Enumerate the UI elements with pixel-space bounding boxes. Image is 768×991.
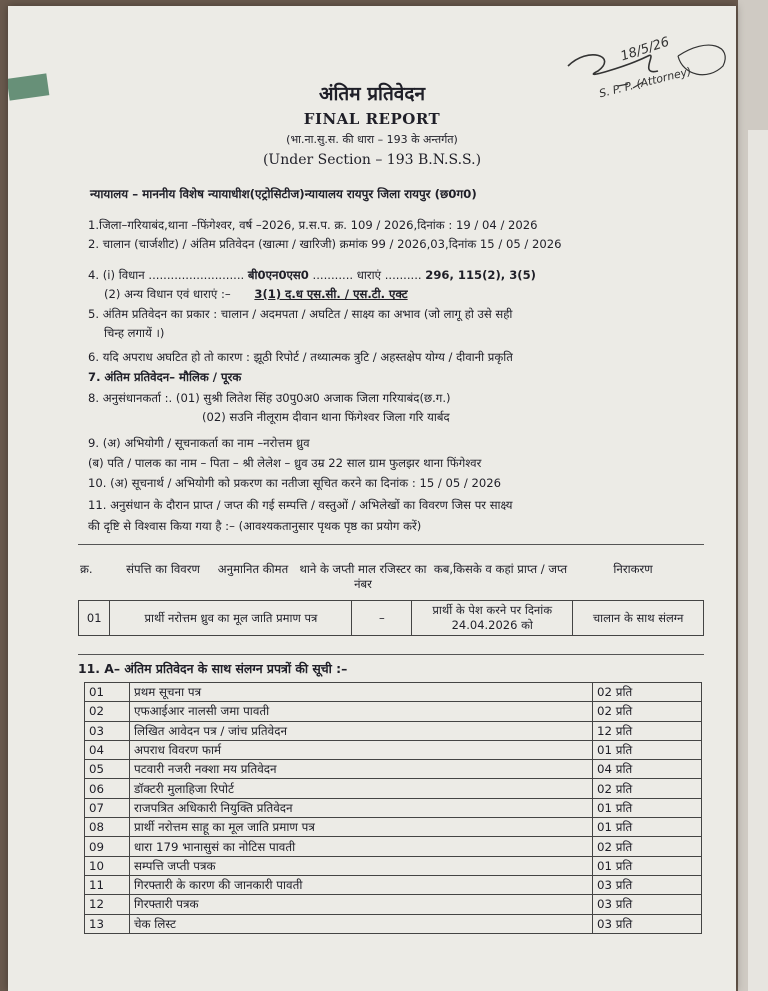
doc-number: 05 bbox=[85, 760, 130, 779]
line-6: 6. यदि अपराध अघटित हो तो कारण : झूठी रिपोर्ट / तथ्यात्मक त्रुटि / अहस्तक्षेप योग्य / दीवानी प्रकृति bbox=[88, 350, 513, 364]
line-8b: (02) सउनि नीलूराम दीवान थाना फिंगेश्वर जिला गरि यार्बद bbox=[202, 410, 450, 424]
court-line: न्यायालय – माननीय विशेष न्यायाधीश(एट्रोसिटीज)न्यायालय रायपुर जिला रायपुर (छ0ग0) bbox=[90, 187, 477, 201]
doc-quantity: 02 प्रति bbox=[593, 837, 702, 856]
line-4a-label: 4. (i) विधान .......................... bbox=[88, 268, 245, 282]
line-2: 2. चालान (चार्जशीट) / अंतिम प्रतिवेदन (खात्मा / खारिजी) क्रमांक 99 / 2026,03,दिनांक 15 / 05 / 2026 bbox=[88, 237, 562, 251]
doc-name: धारा 179 भानासुसं का नोटिस पावती bbox=[130, 837, 593, 856]
table-row bbox=[85, 875, 702, 894]
doc-name: चेक लिस्ट bbox=[130, 914, 593, 933]
prop-header-value: अनुमानित कीमत bbox=[217, 562, 289, 576]
table-row bbox=[85, 740, 702, 759]
doc-name: डॉक्टरी मुलाहिजा रिपोर्ट bbox=[130, 779, 593, 798]
doc-quantity: 03 प्रति bbox=[593, 914, 702, 933]
line-4a bbox=[88, 268, 536, 283]
line-9b: (ब) पति / पालक का नाम – पिता – श्री लेलेश – ध्रुव उम्र 22 साल ग्राम फुलझर थाना फिंगेश्वर bbox=[88, 456, 482, 470]
signature-sub: S. P. P. (Attorney) bbox=[597, 64, 693, 101]
doc-number: 09 bbox=[85, 837, 130, 856]
line-11b: की दृष्टि से विश्वास किया गया है :– (आवश्यकतानुसार पृथक पृष्ठ का प्रयोग करें) bbox=[88, 519, 422, 533]
attachments-heading: 11. A– अंतिम प्रतिवेदन के साथ संलग्न प्रपत्रों की सूची :– bbox=[78, 661, 348, 676]
prop-header-disposal: निराकरण bbox=[613, 562, 653, 576]
doc-number: 13 bbox=[85, 914, 130, 933]
line-4a-act: बी0एन0एस0 bbox=[247, 268, 309, 282]
table-row bbox=[85, 837, 702, 856]
prop-cell-register: – bbox=[352, 601, 412, 636]
prop-header-sr: क्र. bbox=[80, 562, 93, 576]
doc-name: प्रथम सूचना पत्र bbox=[130, 683, 593, 702]
doc-quantity: 01 प्रति bbox=[593, 856, 702, 875]
table-row bbox=[85, 798, 702, 817]
section-english: (Under Section – 193 B.N.S.S.) bbox=[262, 152, 482, 168]
line-11a: 11. अनुसंधान के दौरान प्राप्त / जप्त की गई सम्पत्ति / वस्तुओं / अभिलेखों का विवरण जिस पर साक्ष्य bbox=[88, 498, 513, 512]
doc-number: 12 bbox=[85, 895, 130, 914]
line-4a-mid: ........... धाराएं .......... bbox=[312, 268, 422, 282]
line-4b-value: 3(1) द.ध एस.सी. / एस.टी. एक्ट bbox=[254, 287, 408, 301]
doc-number: 07 bbox=[85, 798, 130, 817]
attachments-table bbox=[84, 682, 702, 934]
table-row bbox=[85, 760, 702, 779]
divider-top bbox=[78, 544, 704, 545]
table-row bbox=[85, 702, 702, 721]
line-1: 1.जिला–गरियाबंद,थाना –फिंगेश्वर, वर्ष –2026, प्र.स.प. क्र. 109 / 2026,दिनांक : 19 / 04 / 2026 bbox=[88, 218, 538, 232]
doc-name: लिखित आवेदन पत्र / जांच प्रतिवेदन bbox=[130, 721, 593, 740]
prop-cell-desc: प्रार्थी नरोत्तम ध्रुव का मूल जाति प्रमाण पत्र bbox=[110, 601, 352, 636]
line-5b: चिन्ह लगायें ।) bbox=[104, 326, 165, 340]
table-row bbox=[85, 895, 702, 914]
title-hindi: अंतिम प्रतिवेदन bbox=[318, 83, 425, 105]
table-row bbox=[85, 779, 702, 798]
line-5: 5. अंतिम प्रतिवेदन का प्रकार : चालान / अदमपता / अघटित / साक्ष्य का अभाव (जो लागू हो उसे सही bbox=[88, 307, 513, 321]
doc-number: 01 bbox=[85, 683, 130, 702]
final-report-page bbox=[8, 6, 736, 991]
doc-quantity: 02 प्रति bbox=[593, 683, 702, 702]
doc-quantity: 02 प्रति bbox=[593, 702, 702, 721]
prop-header-when: कब,किसके व कहां प्राप्त / जप्त bbox=[433, 562, 568, 576]
doc-quantity: 02 प्रति bbox=[593, 779, 702, 798]
doc-quantity: 12 प्रति bbox=[593, 721, 702, 740]
doc-quantity: 01 प्रति bbox=[593, 798, 702, 817]
doc-number: 03 bbox=[85, 721, 130, 740]
table-row bbox=[79, 601, 704, 636]
doc-name: सम्पत्ति जप्ती पत्रक bbox=[130, 856, 593, 875]
section-hindi: (भा.ना.सु.स. की धारा – 193 के अन्तर्गत) bbox=[286, 133, 458, 146]
line-4b-label: (2) अन्य विधान एवं धाराएं :– bbox=[104, 287, 231, 301]
doc-number: 11 bbox=[85, 875, 130, 894]
doc-number: 02 bbox=[85, 702, 130, 721]
doc-quantity: 04 प्रति bbox=[593, 760, 702, 779]
line-8a: 8. अनुसंधानकर्ता :. (01) सुश्री लितेश सिंह उ0पु0अ0 अजाक जिला गरियाबंद(छ.ग.) bbox=[88, 391, 451, 405]
prop-cell-sr: 01 bbox=[79, 601, 110, 636]
line-7: 7. अंतिम प्रतिवेदन– मौलिक / पूरक bbox=[88, 370, 242, 384]
table-row bbox=[85, 683, 702, 702]
table-row bbox=[85, 721, 702, 740]
table-row bbox=[85, 856, 702, 875]
prop-header-desc: संपत्ति का विवरण bbox=[126, 562, 200, 576]
doc-name: गिरफ्तारी पत्रक bbox=[130, 895, 593, 914]
table-row bbox=[85, 818, 702, 837]
doc-name: अपराध विवरण फार्म bbox=[130, 740, 593, 759]
table-row bbox=[85, 914, 702, 933]
doc-number: 08 bbox=[85, 818, 130, 837]
doc-name: प्रार्थी नरोत्तम साहू का मूल जाति प्रमाण पत्र bbox=[130, 818, 593, 837]
doc-name: राजपत्रित अधिकारी नियुक्ति प्रतिवेदन bbox=[130, 798, 593, 817]
property-table bbox=[78, 600, 704, 636]
doc-number: 06 bbox=[85, 779, 130, 798]
line-10: 10. (अ) सूचनार्थ / अभियोगी को प्रकरण का नतीजा सूचित करने का दिनांक : 15 / 05 / 2026 bbox=[88, 476, 502, 490]
doc-number: 04 bbox=[85, 740, 130, 759]
doc-quantity: 03 प्रति bbox=[593, 895, 702, 914]
prop-header-register: थाने के जप्ती माल रजिस्टर का नंबर bbox=[299, 562, 427, 591]
prop-cell-disposal: चालान के साथ संलग्न bbox=[573, 601, 704, 636]
prop-cell-when: प्रार्थी के पेश करने पर दिनांक 24.04.2026 को bbox=[412, 601, 573, 636]
doc-name: पटवारी नजरी नक्शा मय प्रतिवेदन bbox=[130, 760, 593, 779]
doc-number: 10 bbox=[85, 856, 130, 875]
line-4a-sections: 296, 115(2), 3(5) bbox=[425, 268, 536, 282]
doc-quantity: 01 प्रति bbox=[593, 740, 702, 759]
doc-quantity: 01 प्रति bbox=[593, 818, 702, 837]
title-english: FINAL REPORT bbox=[303, 110, 441, 128]
background-page-edge-inner bbox=[748, 130, 768, 991]
doc-name: एफआईआर नालसी जमा पावती bbox=[130, 702, 593, 721]
signature-date: 18/5/26 bbox=[618, 34, 672, 65]
doc-name: गिरफ्तारी के कारण की जानकारी पावती bbox=[130, 875, 593, 894]
line-4b bbox=[104, 287, 408, 302]
doc-quantity: 03 प्रति bbox=[593, 875, 702, 894]
line-9a: 9. (अ) अभियोगी / सूचनाकर्ता का नाम –नरोत्तम ध्रुव bbox=[88, 436, 310, 450]
divider-mid bbox=[78, 654, 704, 655]
